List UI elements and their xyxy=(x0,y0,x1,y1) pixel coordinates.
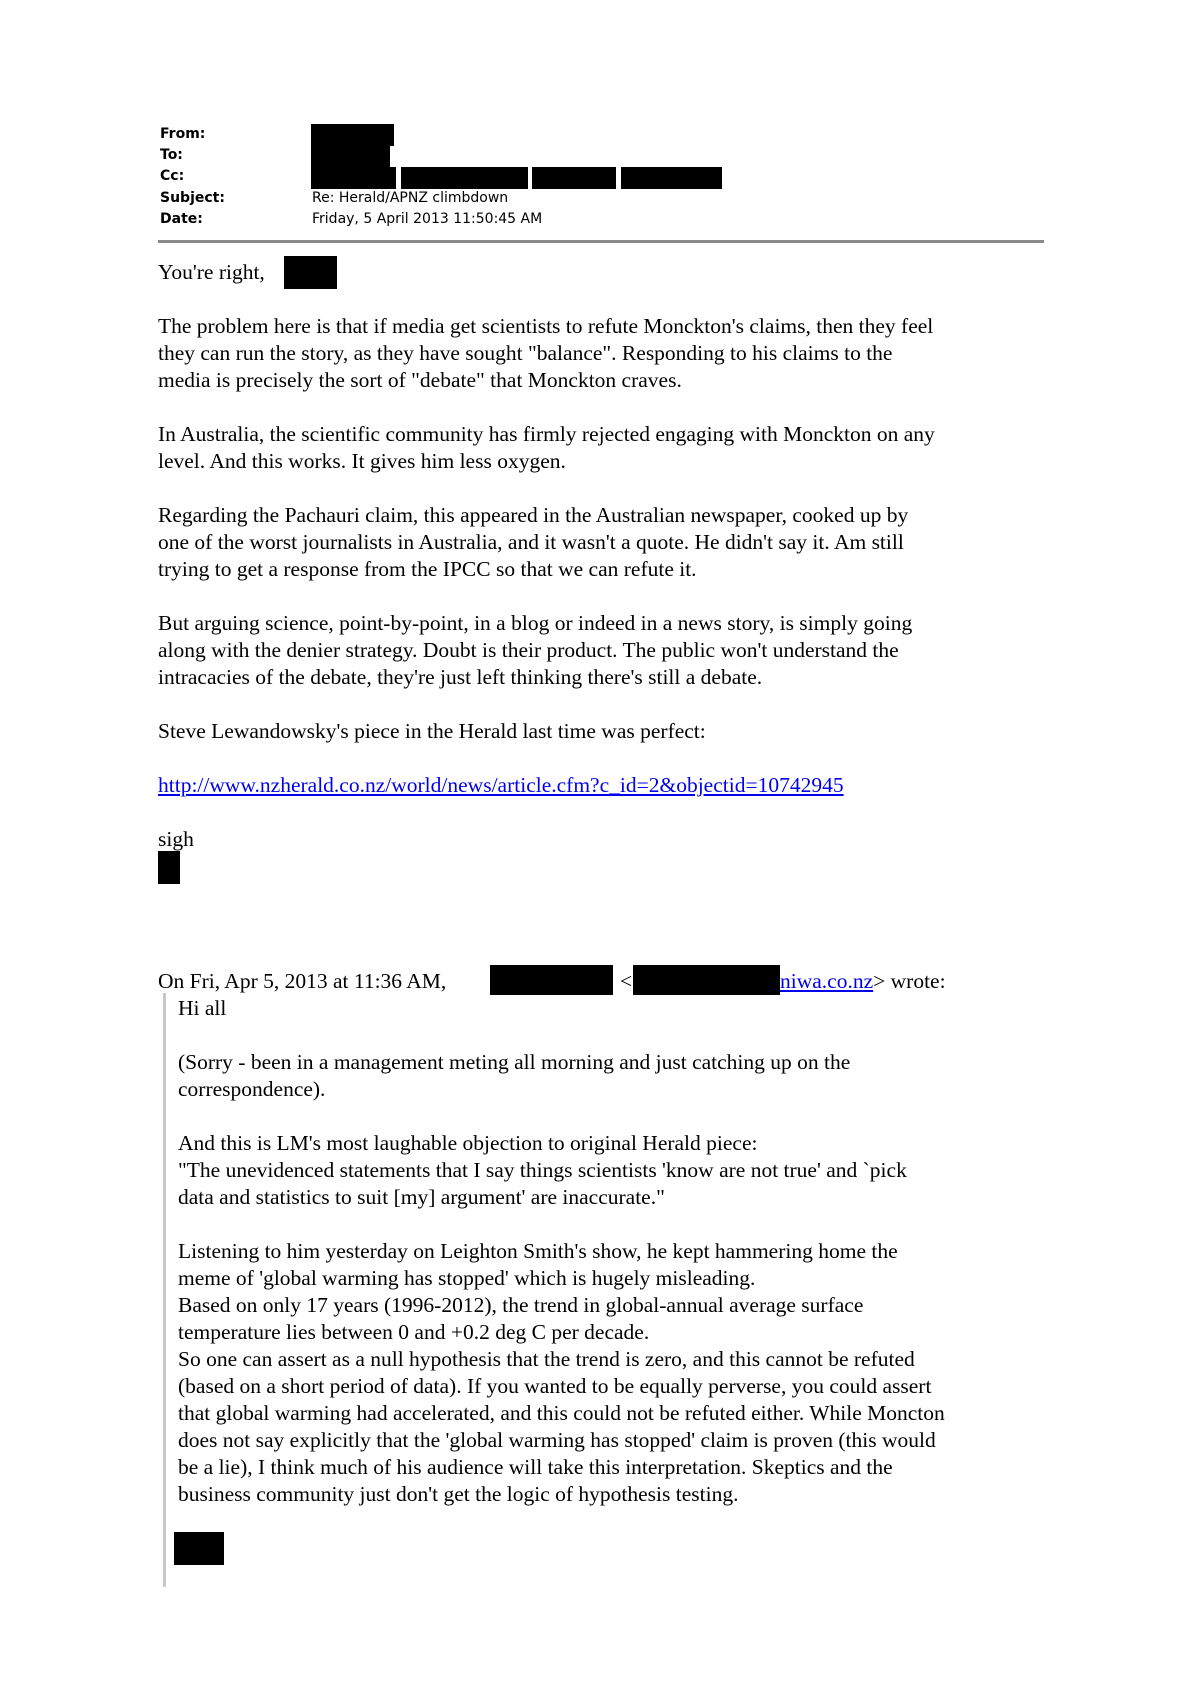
quoted-paragraph-3-line-2: meme of 'global warming has stopped' which is hugely misleading. xyxy=(178,1266,756,1290)
paragraph-1-line-1: The problem here is that if media get scientists to refute Monckton's claims, then they feel xyxy=(158,314,934,338)
paragraph-1-line-3: media is precisely the sort of "debate" that Monckton craves. xyxy=(158,368,682,392)
sender-email-domain[interactable]: niwa.co.nz xyxy=(780,969,874,993)
date-label: Date: xyxy=(160,211,203,227)
quoted-paragraph-1-line-2: correspondence). xyxy=(178,1077,326,1101)
quoted-signature-redaction xyxy=(174,1532,224,1565)
from-redaction xyxy=(311,124,394,146)
cc-redaction-4 xyxy=(621,167,722,189)
quoted-paragraph-2-line-1: And this is LM's most laughable objection to original Herald piece: xyxy=(178,1131,758,1155)
cc-redaction-1 xyxy=(311,167,396,189)
subject-label: Subject: xyxy=(160,190,225,206)
paragraph-3-line-3: trying to get a response from the IPCC so that we can refute it. xyxy=(158,557,697,581)
greeting-name-redaction xyxy=(284,256,337,289)
from-label: From: xyxy=(160,126,206,142)
quoted-paragraph-3-line-7: that global warming had accelerated, and this could not be refuted either. While Moncton xyxy=(178,1401,945,1425)
paragraph-5: Steve Lewandowsky's piece in the Herald last time was perfect: xyxy=(158,719,706,743)
header-divider xyxy=(158,240,1044,243)
greeting: You're right, xyxy=(158,260,265,284)
to-redaction xyxy=(311,145,390,167)
attribution-suffix: > wrote: xyxy=(873,969,946,993)
quoted-paragraph-3-line-9: be a lie), I think much of his audience will take this interpretation. Skeptics and the xyxy=(178,1455,893,1479)
quoted-paragraph-3-line-10: business community just don't get the logic of hypothesis testing. xyxy=(178,1482,739,1506)
paragraph-3-line-2: one of the worst journalists in Australia, and it wasn't a quote. He didn't say it. Am still xyxy=(158,530,904,554)
signoff: sigh xyxy=(158,827,194,851)
cc-label: Cc: xyxy=(160,168,185,184)
date-value: Friday, 5 April 2013 11:50:45 AM xyxy=(312,211,543,227)
subject-value: Re: Herald/APNZ climbdown xyxy=(312,190,509,206)
quoted-paragraph-2-line-2: "The unevidenced statements that I say things scientists 'know are not true' and `pick xyxy=(178,1158,907,1182)
paragraph-4-line-1: But arguing science, point-by-point, in a blog or indeed in a news story, is simply going xyxy=(158,611,913,635)
paragraph-1-line-2: they can run the story, as they have sought "balance". Responding to his claims to the xyxy=(158,341,893,365)
quoted-paragraph-3-line-1: Listening to him yesterday on Leighton Smith's show, he kept hammering home the xyxy=(178,1239,898,1263)
cc-redaction-2 xyxy=(401,167,528,189)
paragraph-3-line-1: Regarding the Pachauri claim, this appeared in the Australian newspaper, cooked up by xyxy=(158,503,909,527)
cc-redaction-3 xyxy=(532,167,616,189)
quoted-paragraph-3-line-8: does not say explicitly that the 'global warming has stopped' claim is proven (this would xyxy=(178,1428,936,1452)
paragraph-4-line-2: along with the denier strategy. Doubt is their product. The public won't understand the xyxy=(158,638,899,662)
quoted-paragraph-3-line-5: So one can assert as a null hypothesis that the trend is zero, and this cannot be refuted xyxy=(178,1347,915,1371)
quoted-paragraph-3-line-6: (based on a short period of data). If you wanted to be equally perverse, you could assert xyxy=(178,1374,932,1398)
attribution-lt: < xyxy=(620,969,633,993)
to-label: To: xyxy=(160,147,183,163)
paragraph-4-line-3: intracacies of the debate, they're just left thinking there's still a debate. xyxy=(158,665,763,689)
attribution-prefix: On Fri, Apr 5, 2013 at 11:36 AM, xyxy=(158,969,447,993)
signature-redaction xyxy=(158,851,180,884)
paragraph-2-line-1: In Australia, the scientific community has firmly rejected engaging with Monckton on any xyxy=(158,422,935,446)
sender-name-redaction xyxy=(490,965,613,995)
quoted-paragraph-3-line-3: Based on only 17 years (1996-2012), the trend in global-annual average surface xyxy=(178,1293,864,1317)
paragraph-2-line-2: level. And this works. It gives him less oxygen. xyxy=(158,449,566,473)
quoted-greeting: Hi all xyxy=(178,996,227,1020)
quote-bar xyxy=(163,993,166,1587)
herald-article-link[interactable]: http://www.nzherald.co.nz/world/news/article.cfm?c_id=2&objectid=10742945 xyxy=(158,773,844,797)
attribution-end xyxy=(780,968,980,995)
quoted-paragraph-2-line-3: data and statistics to suit [my] argument' are inaccurate." xyxy=(178,1185,665,1209)
quoted-paragraph-3-line-4: temperature lies between 0 and +0.2 deg C per decade. xyxy=(178,1320,650,1344)
sender-email-redaction xyxy=(633,965,780,995)
quoted-paragraph-1-line-1: (Sorry - been in a management meting all morning and just catching up on the xyxy=(178,1050,851,1074)
